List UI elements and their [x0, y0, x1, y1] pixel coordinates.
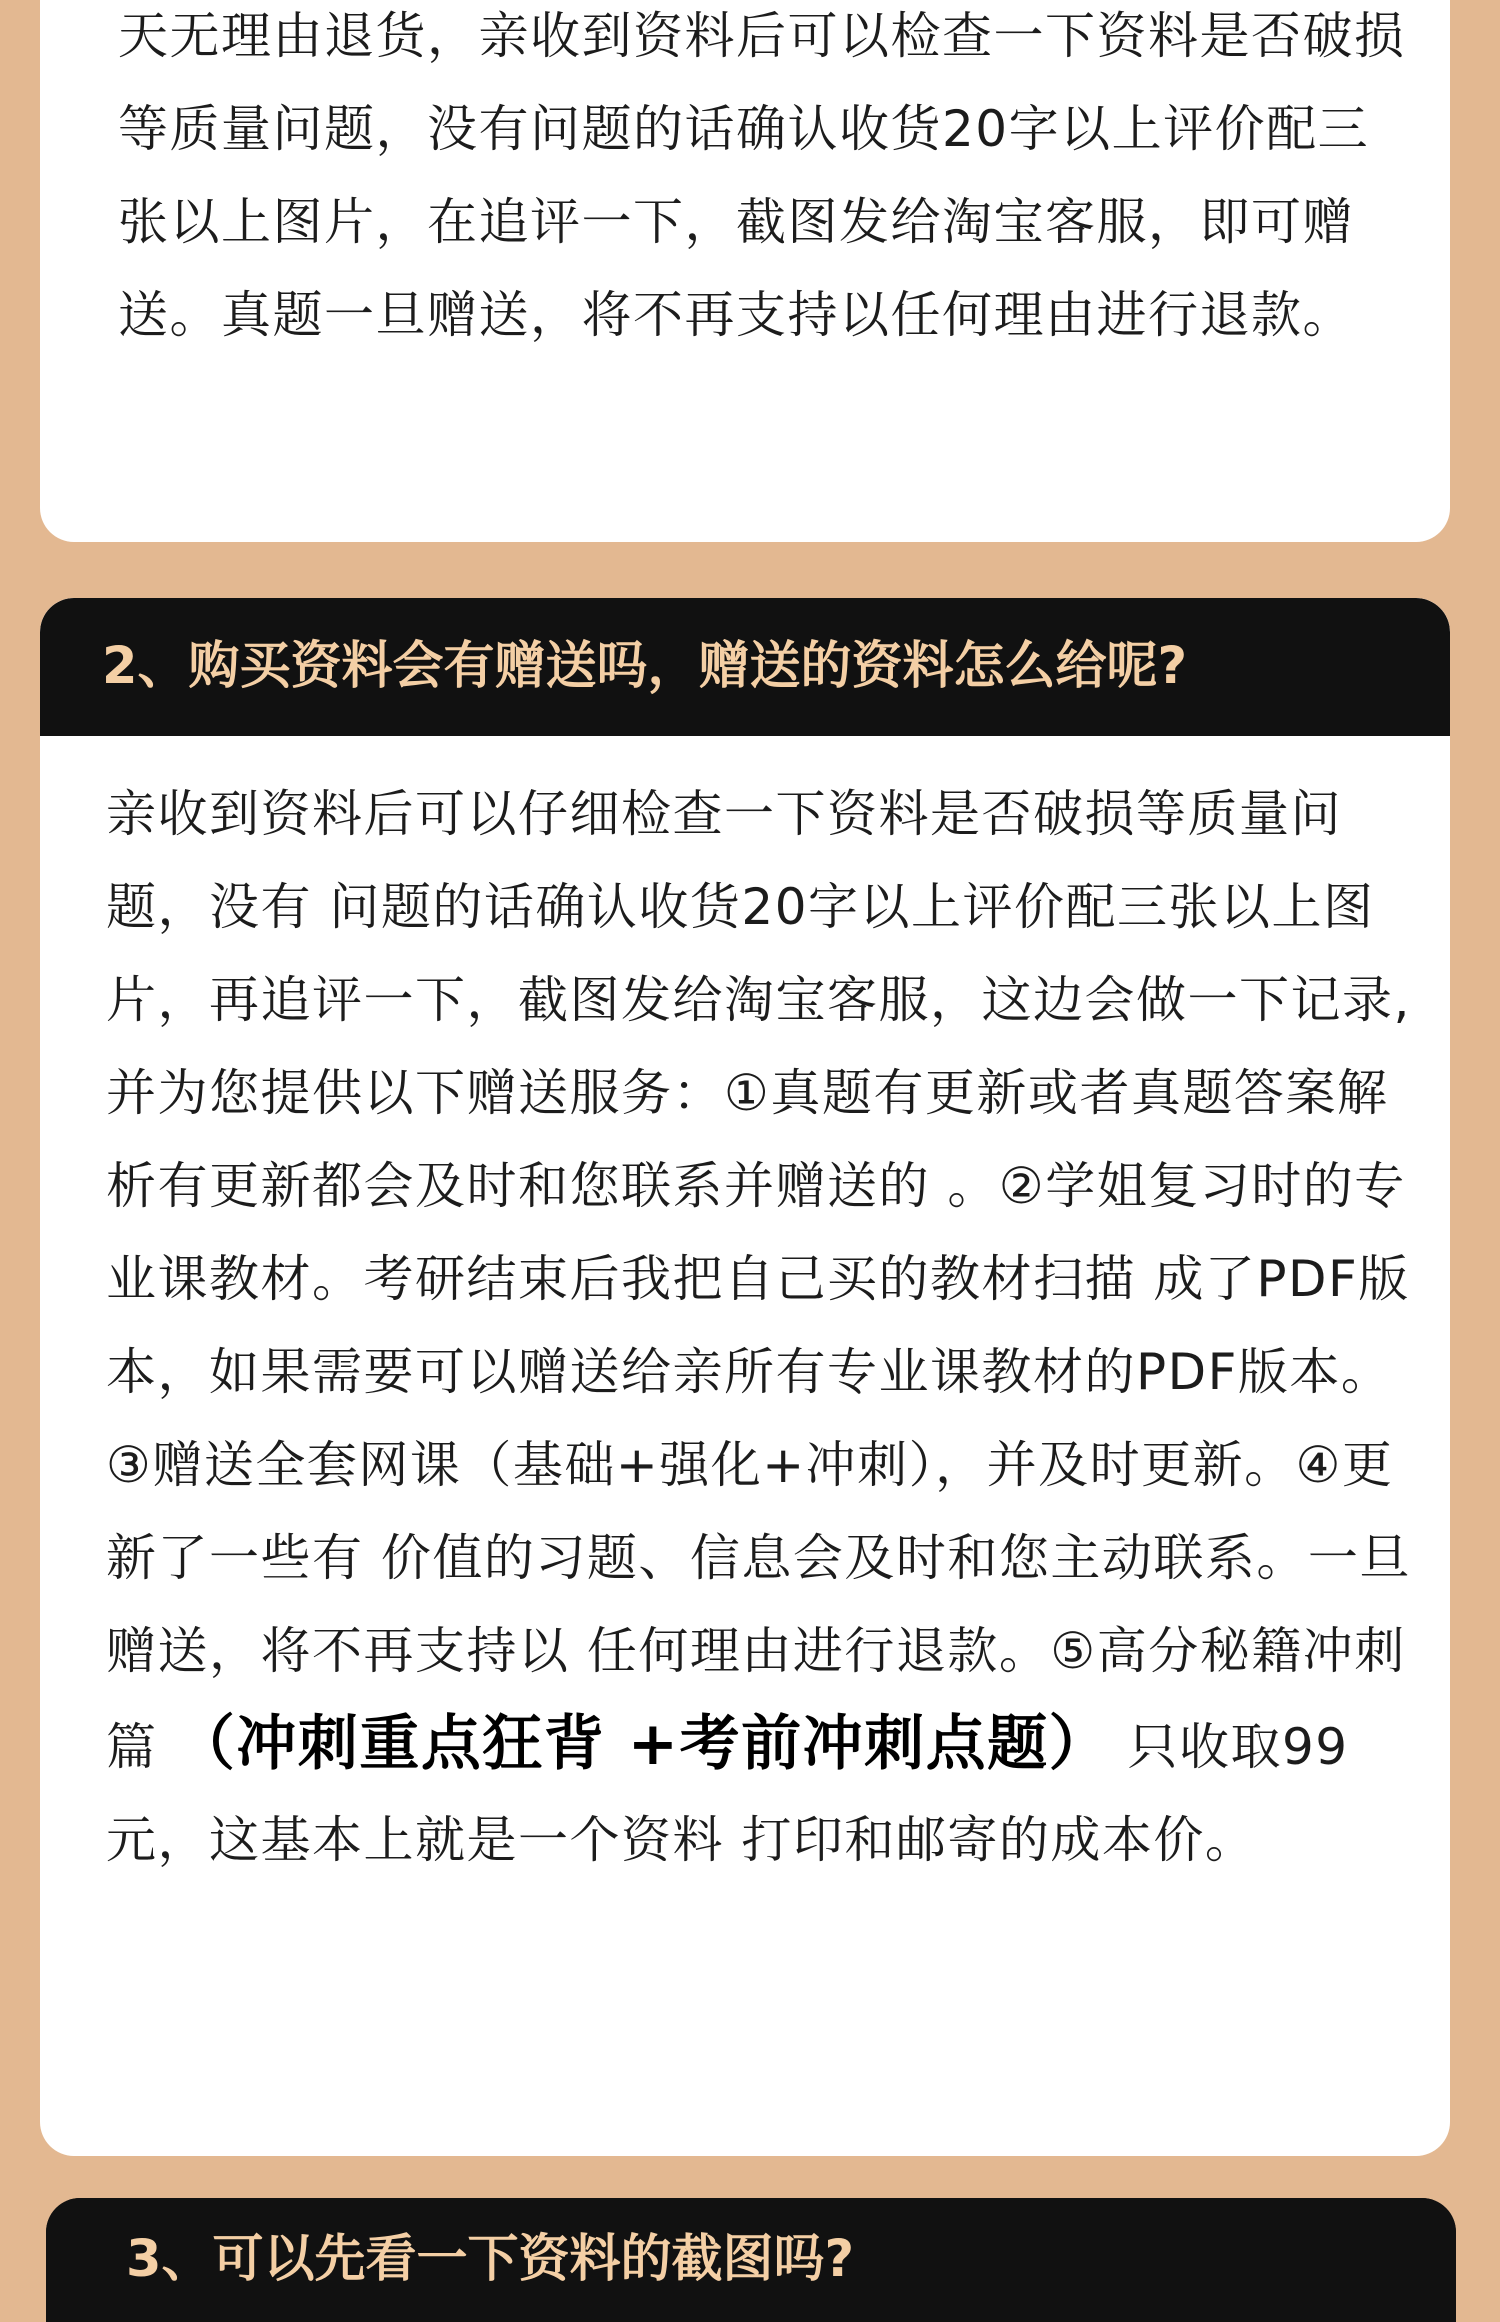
- faq-card-3: [46, 2198, 1456, 2322]
- faq-2-question: 2、购买资料会有赠送吗，赠送的资料怎么给呢?: [40, 598, 1450, 736]
- faq-2-answer-tail: 只收取99元，这基本上就是一个资料 打印和邮寄的成本价。: [106, 1718, 1349, 1869]
- faq-3-question: 3、可以先看一下资料的截图吗?: [46, 2198, 1456, 2322]
- faq-card-2: [40, 598, 1450, 2156]
- faq-answer-card-1: [40, 0, 1450, 542]
- faq-2-answer: [106, 768, 1420, 1887]
- faq-1-answer: 天无理由退货，亲收到资料后可以检查一下资料是否破损等质量问题，没有问题的话确认收货20字以上评价配三张以上图片，在追评一下，截图发给淘宝客服，即可赠送。真题一旦赠送，将不再支持以任何理由进行退款。: [118, 7, 1406, 344]
- faq-2-answer-main: 亲收到资料后可以仔细检查一下资料是否破损等质量问题，没有 问题的话确认收货20字以上评价配三张以上图片，再追评一下，截图发给淘宝客服，这边会做一下记录,并为您提供以下赠送服务：①真题有更新或者真题答案解析有更新都会及时和您联系并赠送的 。②学姐复习时的专业课教材。考研结束后我把自己买的教材扫描 成了PDF版本，如果需要可以赠送给亲所有专业课教材的PDF版本。③赠送全套网课（基础+强化+冲刺），并及时更新。④更新了一些有 价值的习题、信息会及时和您主动联系。一旦赠送，将不再支持以 任何理由进行退款。⑤高分秘籍冲刺篇: [106, 785, 1411, 1776]
- faq-2-answer-bold: （冲刺重点狂背 +考前冲刺点题）: [174, 1709, 1111, 1779]
